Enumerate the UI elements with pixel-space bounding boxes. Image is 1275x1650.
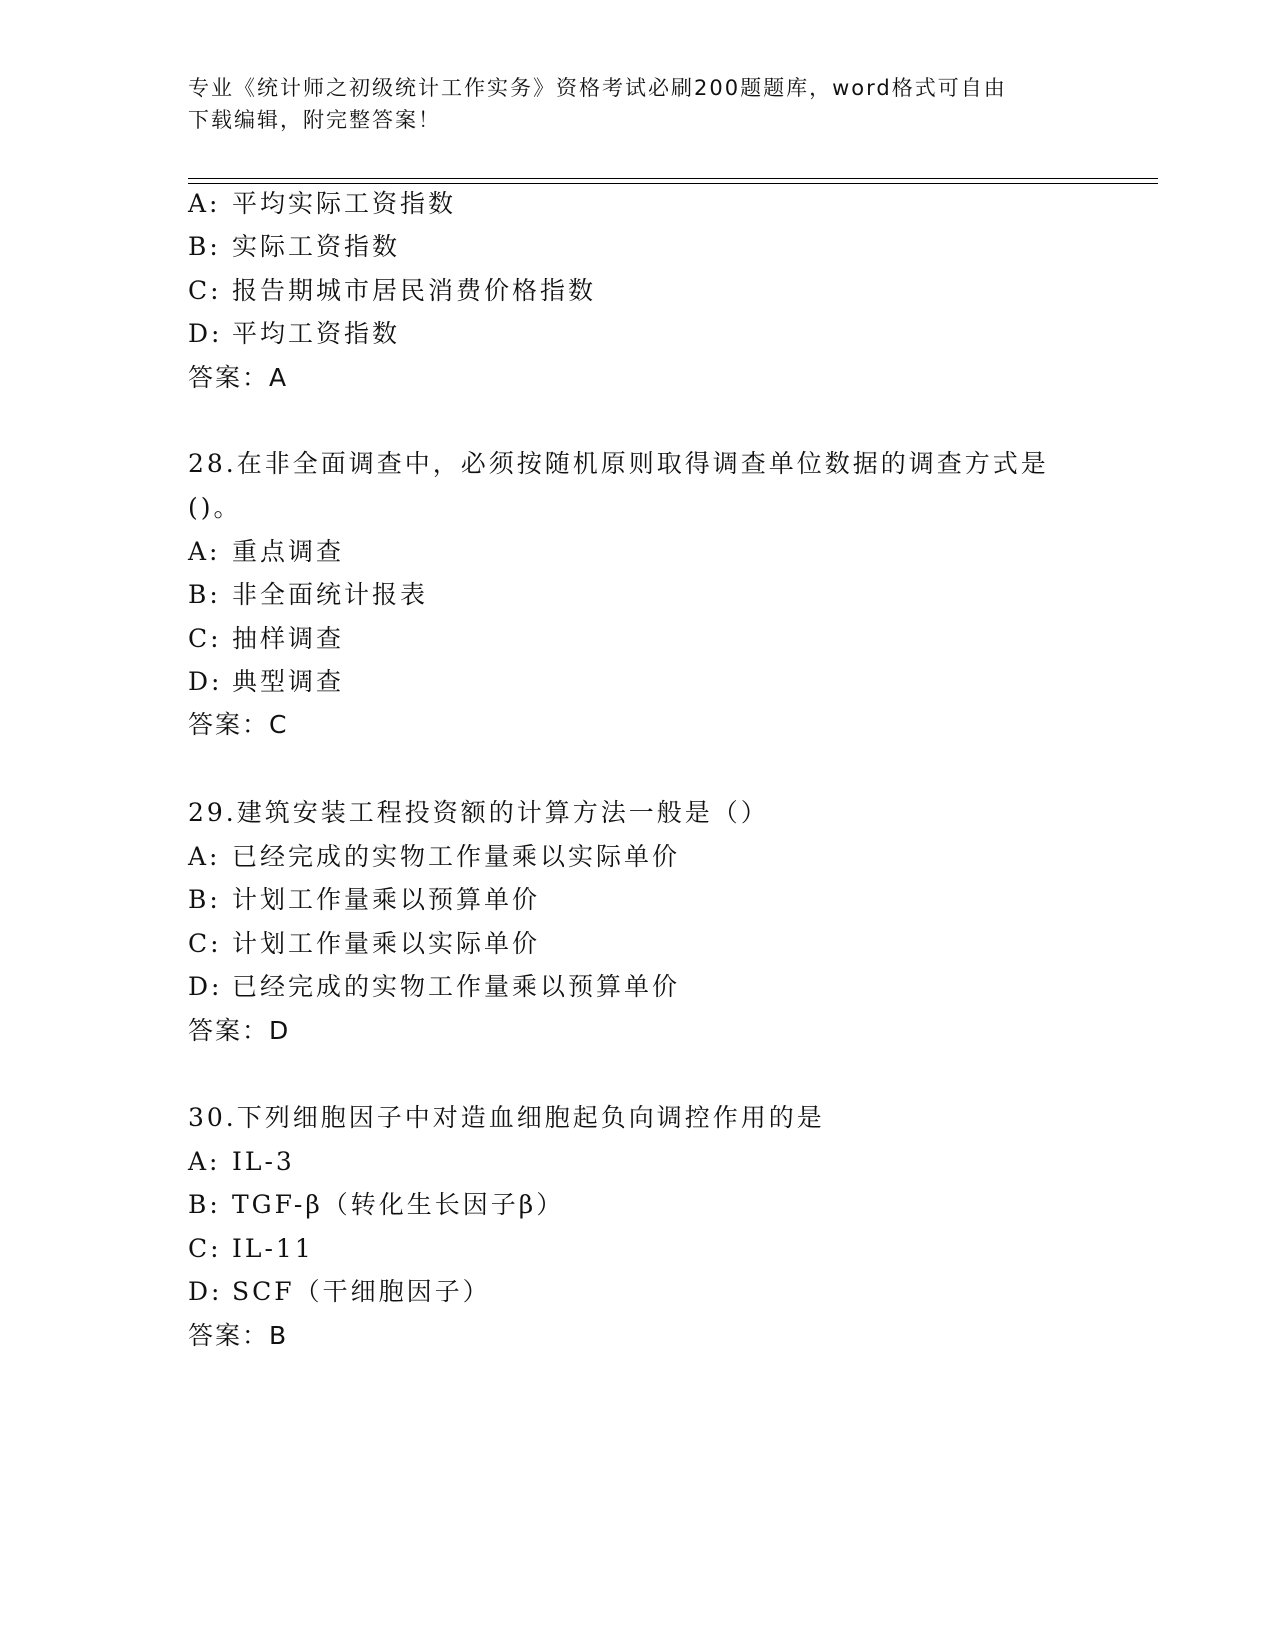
option-text: 抽样调查 bbox=[232, 624, 345, 653]
q28-option-d bbox=[188, 664, 344, 700]
option-key: A: bbox=[188, 842, 221, 871]
q27-answer: 答案：A bbox=[188, 363, 289, 392]
option-key: A: bbox=[188, 1147, 221, 1176]
q27-option-a bbox=[188, 186, 456, 222]
q28-stem-line-1: 28.在非全面调查中，必须按随机原则取得调查单位数据的调查方式是 bbox=[188, 449, 1049, 478]
option-key: D: bbox=[188, 667, 223, 696]
option-text: 重点调查 bbox=[232, 537, 345, 566]
q27-option-b bbox=[188, 229, 400, 265]
option-text: 平均工资指数 bbox=[232, 319, 401, 348]
option-text: 典型调查 bbox=[232, 667, 345, 696]
option-key: B: bbox=[188, 885, 221, 914]
q29-answer: 答案：D bbox=[188, 1016, 291, 1045]
q29-option-b bbox=[188, 882, 540, 918]
q28-option-b bbox=[188, 577, 428, 613]
q29-option-a bbox=[188, 839, 680, 875]
q29-option-d bbox=[188, 969, 680, 1005]
q29-stem-line-1: 29.建筑安装工程投资额的计算方法一般是（） bbox=[188, 798, 769, 827]
option-key: C: bbox=[188, 624, 222, 653]
option-key: B: bbox=[188, 580, 221, 609]
q27-option-d bbox=[188, 316, 400, 352]
q30-option-b bbox=[188, 1187, 564, 1223]
option-key: C: bbox=[188, 929, 222, 958]
q30-answer: 答案：B bbox=[188, 1321, 289, 1350]
option-key: C: bbox=[188, 1234, 222, 1263]
q29-option-c bbox=[188, 926, 540, 962]
q30-option-d bbox=[188, 1274, 491, 1310]
q28-option-a bbox=[188, 534, 344, 570]
option-text: IL-11 bbox=[232, 1234, 314, 1263]
option-text: SCF（干细胞因子） bbox=[232, 1277, 491, 1306]
option-key: B: bbox=[188, 1190, 221, 1219]
q30-stem-line-1: 30.下列细胞因子中对造血细胞起负向调控作用的是 bbox=[188, 1103, 825, 1132]
option-text: 计划工作量乘以实际单价 bbox=[232, 929, 541, 958]
q28-stem-line-2: ()。 bbox=[188, 493, 242, 522]
header-line-1: 专业《统计师之初级统计工作实务》资格考试必刷200题题库，word格式可自由 bbox=[188, 76, 1007, 100]
option-text: 报告期城市居民消费价格指数 bbox=[232, 276, 597, 305]
option-text: 平均实际工资指数 bbox=[232, 189, 457, 218]
header-divider-top bbox=[188, 178, 1158, 179]
option-key: D: bbox=[188, 1277, 223, 1306]
option-key: D: bbox=[188, 319, 223, 348]
option-text: 实际工资指数 bbox=[232, 232, 401, 261]
header-line-2: 下载编辑，附完整答案！ bbox=[188, 108, 441, 132]
q30-option-a bbox=[188, 1144, 295, 1180]
q30-option-c bbox=[188, 1231, 314, 1267]
option-key: B: bbox=[188, 232, 221, 261]
option-text: 非全面统计报表 bbox=[232, 580, 429, 609]
document-header bbox=[188, 72, 1088, 136]
q28-answer: 答案：C bbox=[188, 710, 289, 739]
option-text: 已经完成的实物工作量乘以预算单价 bbox=[232, 972, 681, 1001]
option-text: 计划工作量乘以预算单价 bbox=[232, 885, 541, 914]
option-text: 已经完成的实物工作量乘以实际单价 bbox=[232, 842, 681, 871]
q27-option-c bbox=[188, 273, 596, 309]
q28-option-c bbox=[188, 621, 344, 657]
option-key: C: bbox=[188, 276, 222, 305]
header-divider-bottom bbox=[188, 183, 1158, 184]
option-key: D: bbox=[188, 972, 223, 1001]
option-key: A: bbox=[188, 189, 221, 218]
option-text: IL-3 bbox=[232, 1147, 295, 1176]
option-key: A: bbox=[188, 537, 221, 566]
option-text: TGF-β（转化生长因子β） bbox=[232, 1190, 565, 1219]
